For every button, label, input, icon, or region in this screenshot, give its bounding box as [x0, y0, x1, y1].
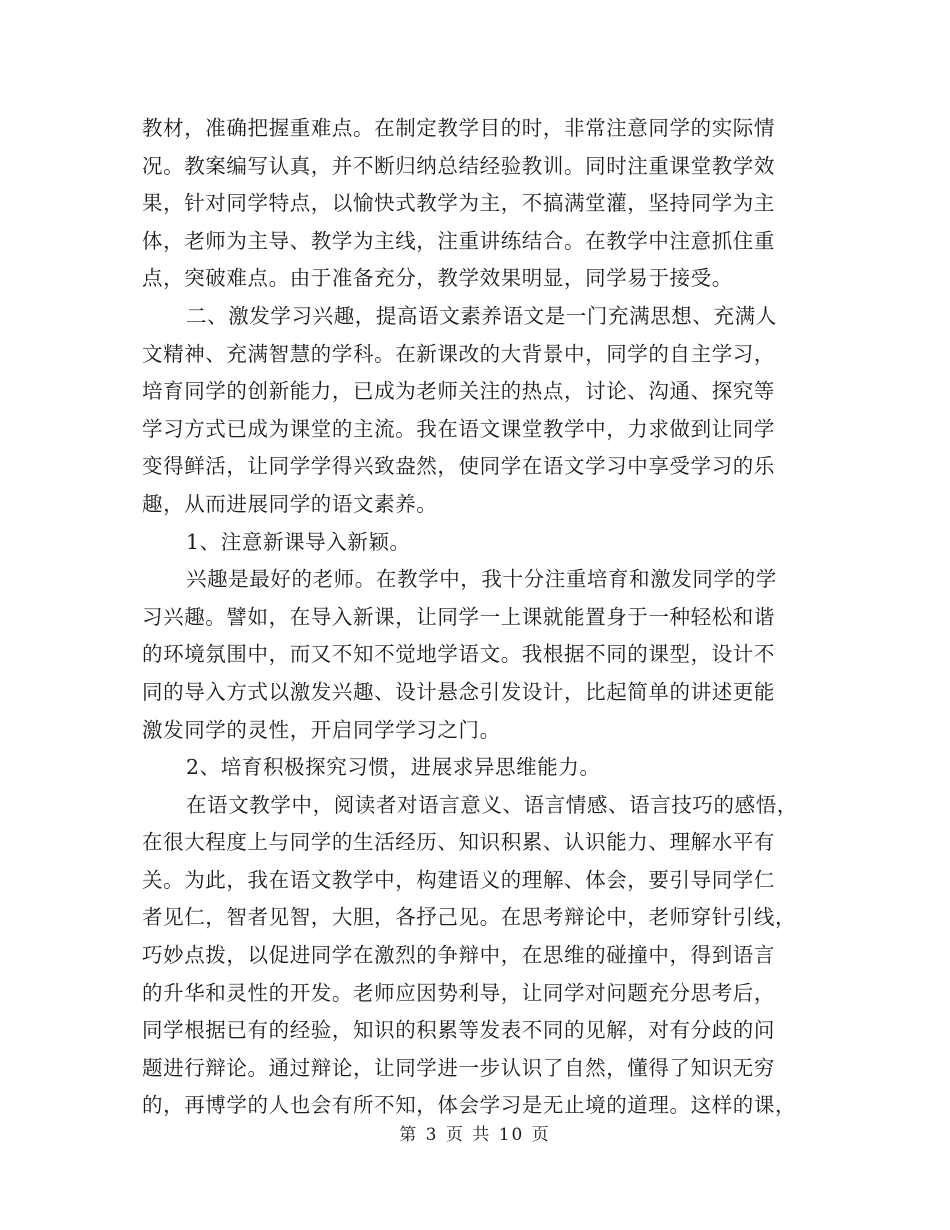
text-line: 题进行辩论。通过辩论，让同学进一步认识了自然，懂得了知识无穷	[142, 1055, 775, 1080]
text-line: 培育同学的创新能力，已成为老师关注的热点，讨论、沟通、探究等	[142, 379, 775, 404]
section-heading-paragraph: 二、激发学习兴趣，提高语文素养语文是一门充满思想、充满人	[186, 303, 777, 328]
paragraph-start: 兴趣是最好的老师。在教学中，我十分注重培育和激发同学的学	[186, 567, 777, 592]
text-line: 点，突破难点。由于准备充分，教学效果明显，同学易于接受。	[142, 266, 733, 291]
text-line: 的，再博学的人也会有所不知，体会学习是无止境的道理。这样的课，	[142, 1093, 797, 1118]
text-line: 趣，从而进展同学的语文素养。	[142, 491, 438, 516]
text-line: 的升华和灵性的开发。老师应因势利导，让同学对问题充分思考后，	[142, 980, 775, 1005]
text-line: 激发同学的灵性，开启同学学习之门。	[142, 717, 501, 742]
text-line: 学习方式已成为课堂的主流。我在语文课堂教学中，力求做到让同学	[142, 416, 775, 441]
subheading: 1、注意新课导入新颖。	[186, 529, 411, 554]
text-line: 关。为此，我在语文教学中，构建语义的理解、体会，要引导同学仁	[142, 867, 775, 892]
text-line: 教材，准确把握重难点。在制定教学目的时，非常注意同学的实际情	[142, 116, 775, 140]
text-line: 习兴趣。譬如，在导入新课，让同学一上课就能置身于一种轻松和谐	[142, 604, 775, 629]
text-line: 巧妙点拨，以促进同学在激烈的争辩中，在思维的碰撞中，得到语言	[142, 943, 775, 968]
document-body	[142, 110, 814, 1125]
text-line: 文精神、充满智慧的学科。在新课改的大背景中，同学的自主学习，	[142, 341, 775, 366]
text-line: 变得鲜活，让同学学得兴致盎然，使同学在语文学习中享受学习的乐	[142, 454, 775, 479]
text-line: 的环境氛围中，而又不知不觉地学语文。我根据不同的课型，设计不	[142, 642, 775, 667]
text-line: 在很大程度上与同学的生活经历、知识积累、认识能力、理解水平有	[142, 830, 775, 855]
text-line: 同学根据已有的经验，知识的积累等发表不同的见解，对有分歧的问	[142, 1018, 775, 1043]
page-number-footer: 第 3 页 共 10 页	[399, 1125, 551, 1145]
subheading: 2、培育积极探究习惯，进展求异思维能力。	[186, 755, 601, 780]
text-line: 者见仁，智者见智，大胆，各抒己见。在思考辩论中，老师穿针引线，	[142, 905, 797, 930]
text-line: 果，针对同学特点，以愉快式教学为主，不搞满堂灌，坚持同学为主	[142, 191, 775, 216]
text-line: 体，老师为主导、教学为主线，注重讲练结合。在教学中注意抓住重	[142, 228, 775, 253]
text-line: 况。教案编写认真，并不断归纳总结经验教训。同时注重课堂教学效	[142, 153, 775, 178]
text-line: 同的导入方式以激发兴趣、设计悬念引发设计，比起简单的讲述更能	[142, 679, 775, 704]
paragraph-start: 在语文教学中，阅读者对语言意义、语言情感、语言技巧的感悟，	[186, 792, 798, 817]
